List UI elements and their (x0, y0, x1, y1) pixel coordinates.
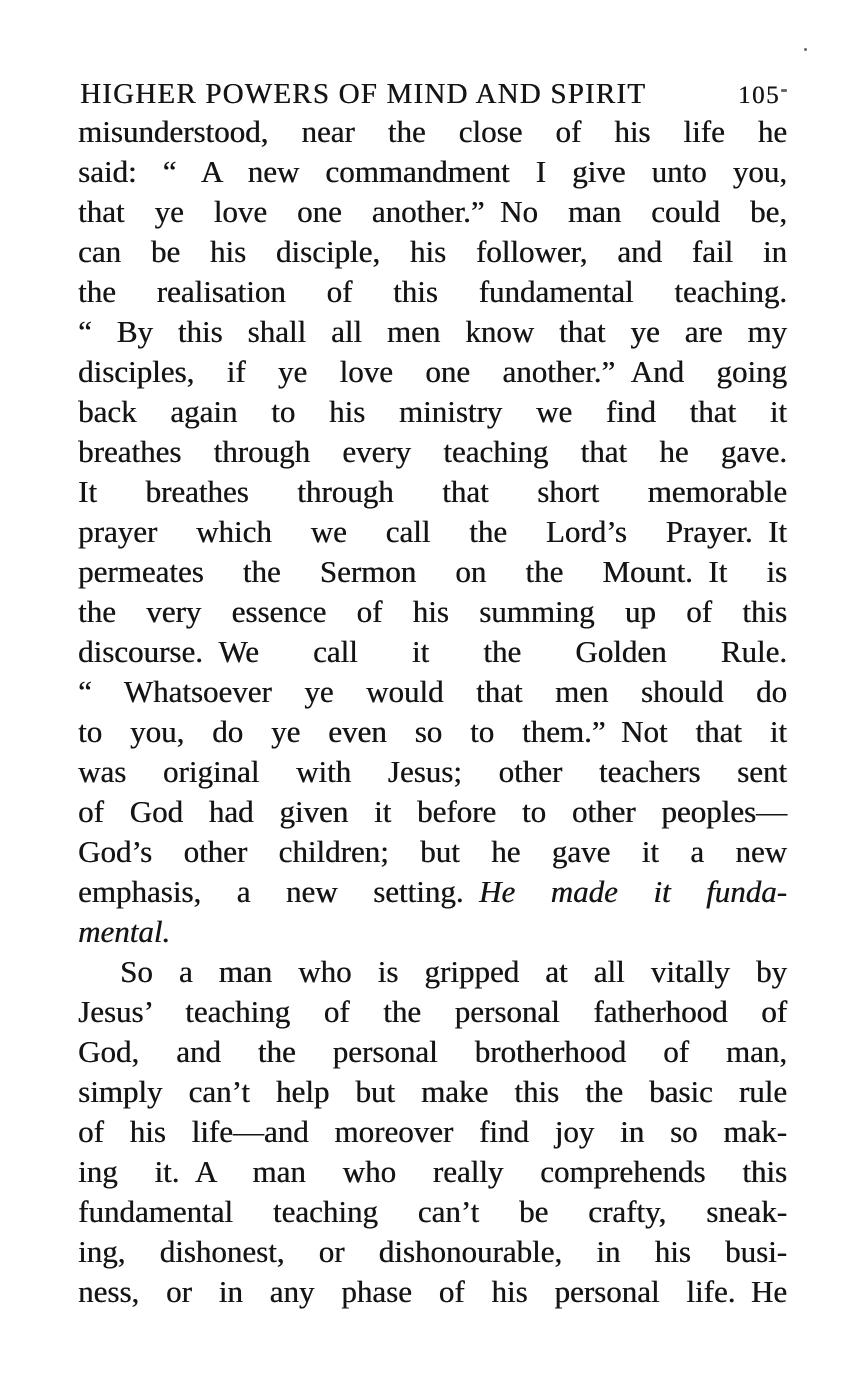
text-line (78, 352, 787, 392)
text-line (78, 232, 787, 272)
text-segment: emphasis, a new setting. (78, 874, 479, 909)
text-line (78, 512, 787, 552)
text-segment: fundamental teaching can’t be crafty, sneak- (78, 1194, 787, 1229)
text-segment: of his life—and moreover find joy in so mak- (78, 1114, 787, 1149)
text-segment: “ Whatsoever ye would that men should do (78, 674, 787, 709)
scan-speck (804, 48, 807, 51)
text-segment: So a man who is gripped at all vitally by (120, 954, 787, 989)
text-line (78, 1112, 787, 1152)
body-text (78, 112, 787, 1312)
text-line (78, 632, 787, 672)
text-line (78, 952, 787, 992)
text-segment: simply can’t help but make this the basic rule (78, 1074, 787, 1109)
text-segment-italic: He made it funda- (478, 874, 787, 909)
text-segment: ing it. A man who really comprehends this (78, 1154, 787, 1189)
text-line (78, 552, 787, 592)
text-segment: God’s other children; but he gave it a new (78, 834, 787, 869)
text-segment: permeates the Sermon on the Mount. It is (78, 554, 787, 589)
text-line (78, 1032, 787, 1072)
text-line (78, 1232, 787, 1272)
text-line (78, 792, 787, 832)
text-line (78, 592, 787, 632)
text-line (78, 472, 787, 512)
running-header-title: HIGHER POWERS OF MIND AND SPIRIT (80, 78, 647, 110)
page-number: 105 (738, 82, 780, 109)
text-segment: the very essence of his summing up of this (78, 594, 787, 629)
text-segment: said: “ A new commandment I give unto you, (78, 154, 787, 189)
text-segment: that ye love one another.” No man could be, (78, 194, 787, 229)
text-segment: the realisation of this fundamental teaching. (78, 274, 787, 309)
text-line (78, 832, 787, 872)
text-segment: of God had given it before to other peoples— (78, 794, 787, 829)
text-segment: misunderstood, near the close of his life he (78, 114, 787, 149)
text-line (78, 312, 787, 352)
text-segment: can be his disciple, his follower, and fail in (78, 234, 787, 269)
text-line (78, 112, 787, 152)
text-line (78, 1192, 787, 1232)
text-line (78, 152, 787, 192)
text-line (78, 752, 787, 792)
text-segment: Jesus’ teaching of the personal fatherhood of (78, 994, 787, 1029)
scan-speck (781, 89, 787, 92)
text-line (78, 192, 787, 232)
text-segment: God, and the personal brotherhood of man, (78, 1034, 787, 1069)
text-line (78, 992, 787, 1032)
running-header (80, 78, 780, 111)
text-line (78, 432, 787, 472)
text-line (78, 872, 787, 912)
text-segment: disciples, if ye love one another.” And going (78, 354, 787, 389)
text-segment: prayer which we call the Lord’s Prayer. It (78, 514, 787, 549)
text-segment: to you, do ye even so to them.” Not that it (78, 714, 787, 749)
text-line (78, 672, 787, 712)
text-segment: ing, dishonest, or dishonourable, in his busi- (78, 1234, 787, 1269)
text-segment: “ By this shall all men know that ye are my (78, 314, 787, 349)
text-line (78, 1152, 787, 1192)
text-line (78, 392, 787, 432)
text-line (78, 912, 787, 952)
text-line (78, 272, 787, 312)
text-line (78, 712, 787, 752)
text-segment: was original with Jesus; other teachers sent (78, 754, 787, 789)
text-line (78, 1272, 787, 1312)
text-segment: back again to his ministry we find that it (78, 394, 787, 429)
text-line (78, 1072, 787, 1112)
text-segment: breathes through every teaching that he gave. (78, 434, 787, 469)
text-segment: It breathes through that short memorable (78, 474, 787, 509)
text-segment: ness, or in any phase of his personal life. He (78, 1274, 787, 1309)
text-segment-italic: mental. (78, 914, 171, 949)
text-segment: discourse. We call it the Golden Rule. (78, 634, 787, 669)
